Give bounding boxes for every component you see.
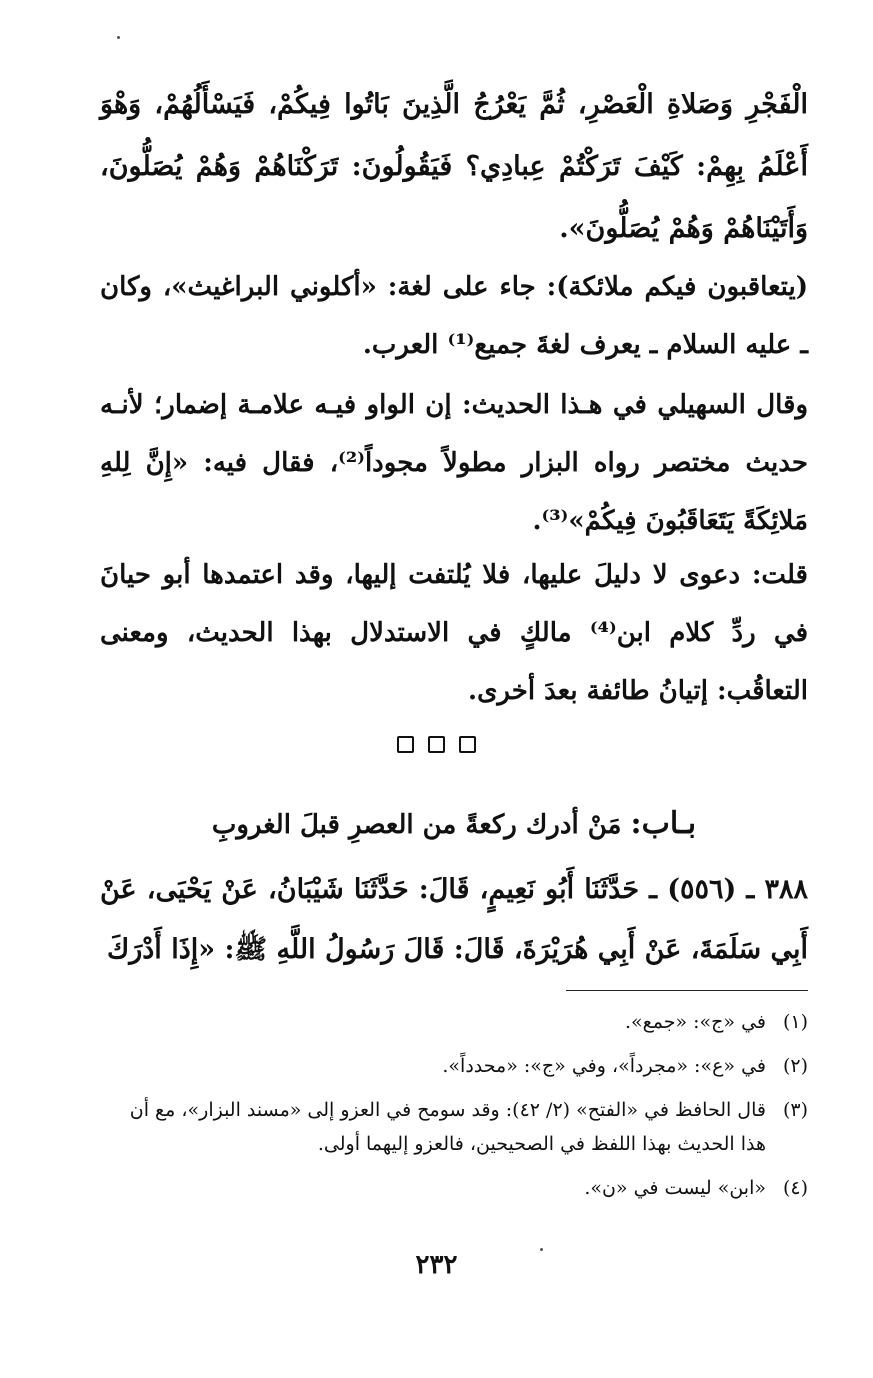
- footnote-text: في «ج»: «جمع».: [624, 1011, 766, 1033]
- paragraph-commentary-3: قلت: دعوى لا دليلَ عليها، فلا يُلتفت إليها، وقد اعتمدها أبو حيانَ في ردِّ كلام ابن⁽⁴⁾ مالكٍ في الاستدلال بهذا الحديث، ومعنى التعاقُب: إتيانُ طائفة بعدَ أخرى.: [100, 560, 808, 706]
- footnote-item: [100, 1093, 808, 1161]
- paragraph-commentary-1: (يتعاقبون فيكم ملائكة): جاء على لغة: «أكلوني البراغيث»، وكان ـ عليه السلام ـ يعرف لغةَ جميع⁽¹⁾ العرب.: [100, 272, 808, 360]
- footnote-item: [100, 1005, 808, 1039]
- footnote-number: (٢): [782, 1055, 808, 1077]
- scan-speck: [117, 36, 120, 39]
- footnote-item: [100, 1049, 808, 1083]
- page-number: ٢٣٢: [415, 1250, 458, 1280]
- hadith-text: ٣٨٨ ـ (٥٥٦) ـ حَدَّثَنَا أَبُو نَعِيمٍ، قَالَ: حَدَّثَنَا شَيْبَانُ، عَنْ يَحْيَى، عَنْ أَبِي سَلَمَةَ، عَنْ أَبِي هُرَيْرَةَ، قَالَ: قَالَ رَسُولُ اللَّهِ ﷺ: «إِذَا أَدْرَكَ: [100, 874, 808, 965]
- footnote-number: (١): [782, 1011, 808, 1033]
- chapter-label: بـاب:: [630, 806, 697, 841]
- square-ornament-icon: [428, 736, 445, 753]
- paragraph-commentary-2: وقال السهيلي في هـذا الحديث: إن الواو فيـه علامـة إضمار؛ لأنـه حديث مختصر رواه البزار مطولاً مجوداً⁽²⁾، فقال فيه: «إِنَّ لِلهِ مَلائِكَةً يَتَعَاقَبُونَ فِيكُمْ»⁽³⁾.: [100, 390, 808, 536]
- footnotes: [100, 1005, 808, 1215]
- footnote-text: «ابن» ليست في «ن».: [584, 1177, 766, 1199]
- footnote-text: قال الحافظ في «الفتح» (٢/ ٤٢): وقد سومح في العزو إلى «مسند البزار»، مع أن هذا الحديث بهذا اللفظ في الصحيحين، فالعزو إليهما أولى.: [129, 1099, 766, 1155]
- footnote-text: في «ع»: «مجرداً»، وفي «ج»: «محدداً».: [442, 1055, 766, 1077]
- square-ornament-icon: [459, 736, 476, 753]
- paragraph-hadith-ending: الْفَجْرِ وَصَلاةِ الْعَصْرِ، ثُمَّ يَعْرُجُ الَّذِينَ بَاتُوا فِيكُمْ، فَيَسْأَلُهُمْ، وَهْوَ أَعْلَمُ بِهِمْ: كَيْفَ تَرَكْتُمْ عِبادِي؟ فَيَقُولُونَ: تَرَكْنَاهُمْ وَهُمْ يُصَلُّونَ، وَأَتَيْنَاهُمْ وَهُمْ يُصَلُّونَ».: [100, 89, 808, 244]
- footnote-number: (٤): [782, 1177, 808, 1199]
- footnote-separator: [566, 990, 808, 991]
- footnote-item: [100, 1171, 808, 1205]
- chapter-heading: [100, 796, 808, 853]
- square-ornament-icon: [397, 736, 414, 753]
- section-divider-ornament: [0, 736, 873, 753]
- chapter-title: مَنْ أدرك ركعةً من العصرِ قبلَ الغروبِ: [211, 810, 622, 840]
- footnote-number: (٣): [782, 1099, 808, 1121]
